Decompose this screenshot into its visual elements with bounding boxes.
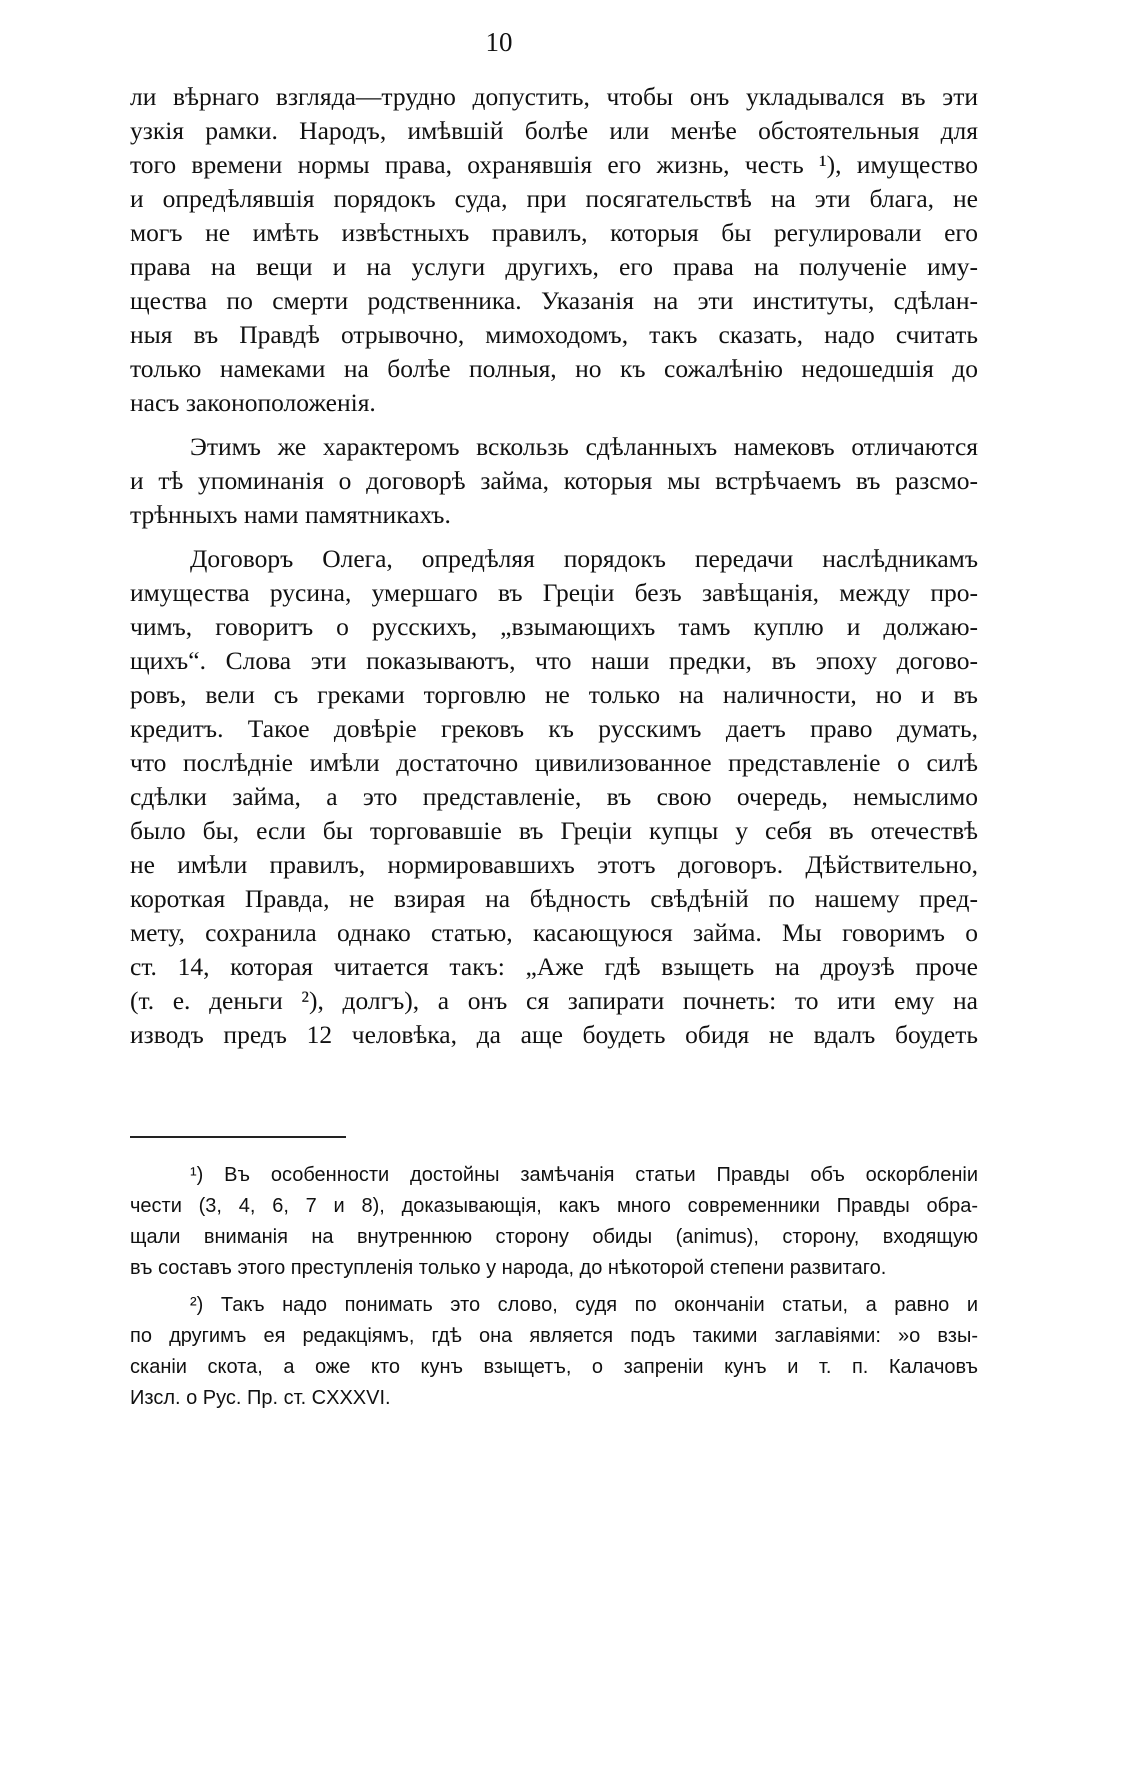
footnote-divider [130, 1136, 346, 1138]
text-line: имущества русина, умершаго въ Греціи безъ завѣщанія, между про- [130, 578, 978, 607]
text-line: узкія рамки. Народъ, имѣвшій болѣе или менѣе обстоятельныя для [130, 116, 978, 145]
footnote-line: чести (3, 4, 6, 7 и 8), доказывающія, какъ много современники Правды обра- [130, 1195, 978, 1217]
text-line: ныя въ Правдѣ отрывочно, мимоходомъ, такъ сказать, надо считать [130, 320, 978, 349]
paragraph-1 [130, 80, 978, 420]
text-line: насъ законоположенія. [130, 388, 376, 417]
text-line: не имѣли правилъ, нормировавшихъ этотъ договоръ. Дѣйствительно, [130, 850, 978, 879]
text-line: и тѣ упоминанія о договорѣ займа, которыя мы встрѣчаемъ въ разсмо- [130, 466, 978, 495]
text-line: (т. е. деньги ²), долгъ), а онъ ся запирати почнеть: то ити ему на [130, 986, 978, 1015]
text-line: того времени нормы права, охранявшія его жизнь, честь ¹), имущество [130, 150, 978, 179]
text-line: могъ не имѣть извѣстныхъ правилъ, которыя бы регулировали его [130, 218, 978, 247]
footnote-text: Такъ надо понимать это слово, судя по окончаніи статьи, а равно и [220, 1294, 978, 1316]
text-line: Этимъ же характеромъ вскользь сдѣланныхъ намековъ отличаются [190, 432, 978, 461]
footnote-text: Въ особенности достойны замѣчанія статьи Правды объ оскорбленіи [224, 1164, 978, 1186]
text-line: щихъ“. Слова эти показываютъ, что наши предки, въ эпоху догово- [130, 646, 978, 675]
footnote-marker: ²) [190, 1294, 204, 1316]
footnote-1 [130, 1160, 978, 1284]
text-line: и опредѣлявшія порядокъ суда, при посягательствѣ на эти блага, не [130, 184, 978, 213]
text-line: права на вещи и на услуги другихъ, его права на полученіе иму- [130, 252, 978, 281]
page-number: 10 [485, 27, 513, 57]
text-line: Договоръ Олега, опредѣляя порядокъ передачи наслѣдникамъ [190, 544, 978, 573]
text-line: трѣнныхъ нами памятникахъ. [130, 500, 451, 529]
text-line: кредитъ. Такое довѣріе грековъ къ русскимъ даетъ право думать, [130, 714, 978, 743]
footnote-marker: ¹) [190, 1164, 204, 1186]
text-line: ст. 14, которая читается такъ: „Аже гдѣ взыщеть на дроузѣ проче [130, 952, 978, 981]
text-line: ровъ, вели съ греками торговлю не только на наличности, но и въ [130, 680, 978, 709]
footnote-line [130, 1290, 978, 1321]
footnote-line: въ составъ этого преступленія только у народа, до нѣкоторой степени развитаго. [130, 1257, 887, 1279]
footnote-line: сканіи скота, а оже кто кунъ взыщетъ, о запреніи кунъ и т. п. Калачовъ [130, 1356, 978, 1378]
text-line: ли вѣрнаго взгляда—трудно допустить, чтобы онъ укладывался въ эти [130, 82, 978, 111]
text-line: сдѣлки займа, а это представленіе, въ свою очередь, немыслимо [130, 782, 978, 811]
text-line: короткая Правда, не взирая на бѣдность свѣдѣній по нашему пред- [130, 884, 978, 913]
text-line: чимъ, говоритъ о русскихъ, „взымающихъ тамъ куплю и должаю- [130, 612, 978, 641]
text-line: щества по смерти родственника. Указанія на эти институты, сдѣлан- [130, 286, 978, 315]
footnote-line: по другимъ ея редакціямъ, гдѣ она является подъ такими заглавіями: »о взы- [130, 1325, 978, 1347]
footnote-line: щали вниманія на внутреннюю сторону обиды (animus), сторону, входящую [130, 1226, 978, 1248]
footnote-line [130, 1160, 978, 1191]
text-line: только намеками на болѣе полныя, но къ сожалѣнію недошедшія до [130, 354, 978, 383]
footnotes [130, 1160, 978, 1414]
text-line: было бы, если бы торговавшіе въ Греціи купцы у себя въ отечествѣ [130, 816, 978, 845]
footnote-line: Изсл. о Рус. Пр. ст. CXXXVI. [130, 1387, 391, 1409]
paragraph-2 [130, 430, 978, 532]
text-line: изводъ предъ 12 человѣка, да аще боудеть обидя не вдалъ боудеть [130, 1020, 978, 1049]
main-text [130, 80, 978, 1052]
paragraph-3 [130, 542, 978, 1052]
text-line: мету, сохранила однако статью, касающуюся займа. Мы говоримъ о [130, 918, 978, 947]
footnote-2 [130, 1290, 978, 1414]
text-line: что послѣдніе имѣли достаточно цивилизованное представленіе о силѣ [130, 748, 978, 777]
